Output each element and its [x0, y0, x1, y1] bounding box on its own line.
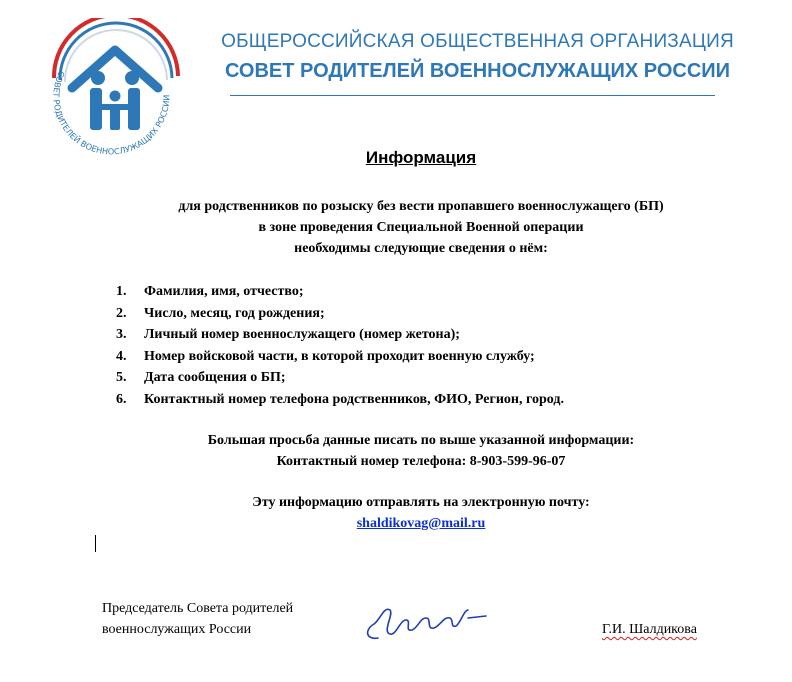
organization-type: ОБЩЕРОССИЙСКАЯ ОБЩЕСТВЕННАЯ ОРГАНИЗАЦИЯ — [221, 31, 734, 52]
header-divider — [230, 95, 715, 96]
list-item — [116, 346, 564, 368]
document-title: Информация — [365, 148, 477, 167]
intro-line: для родственников по розыску без вести пропавшего военнослужащего (БП) — [178, 199, 664, 214]
signer-title — [102, 598, 293, 640]
email-prompt: Эту информацию отправлять на электронную почту: — [252, 495, 590, 510]
signer-line: военнослужащих России — [102, 622, 252, 637]
list-text: Контактный номер телефона родственников, ФИО, Регион, город. — [144, 391, 564, 407]
list-number: 2. — [116, 305, 127, 321]
list-number: 1. — [116, 284, 127, 299]
signer-name: Г.И. Шалдикова — [602, 622, 697, 637]
list-number: 6. — [116, 391, 127, 407]
organization-title: СОВЕТ РОДИТЕЛЕЙ ВОЕННОСЛУЖАЩИХ РОССИИ — [224, 60, 731, 82]
intro-line: необходимы следующие сведения о нём: — [294, 241, 548, 256]
signer-line: Председатель Совета родителей — [102, 601, 294, 616]
list-number: 4. — [116, 348, 127, 364]
list-number: 3. — [116, 327, 127, 343]
list-item — [116, 281, 564, 303]
contact-phone: Контактный номер телефона: 8-903-599-96-07 — [276, 454, 566, 469]
list-item — [116, 367, 564, 389]
intro-paragraph — [0, 196, 792, 259]
organization-logo — [40, 18, 190, 168]
email-block — [0, 492, 792, 534]
logo-ring-text: СОВЕТ РОДИТЕЛЕЙ ВОЕННОСЛУЖАЩИХ РОССИИ — [51, 69, 172, 157]
list-text: Дата сообщения о БП; — [144, 370, 286, 386]
request-block — [0, 430, 792, 472]
list-text: Число, месяц, год рождения; — [144, 305, 325, 321]
email-link[interactable]: shaldikovag@mail.ru — [356, 516, 486, 531]
list-item — [116, 303, 564, 325]
request-text: Большая просьба данные писать по выше указанной информации: — [207, 433, 635, 448]
organization-name — [205, 30, 750, 85]
list-text: Фамилия, имя, отчество; — [144, 284, 304, 299]
handwritten-signature — [360, 596, 490, 646]
list-number: 5. — [116, 370, 127, 386]
requirements-list — [116, 281, 564, 411]
list-text: Номер войсковой части, в которой проходит военную службу; — [144, 348, 535, 364]
signer-name-block — [602, 619, 697, 640]
text-cursor — [95, 535, 96, 552]
list-item — [116, 324, 564, 346]
list-item — [116, 389, 564, 411]
list-text: Личный номер военнослужащего (номер жетона); — [144, 327, 460, 343]
intro-line: в зоне проведения Специальной Военной операции — [258, 220, 584, 235]
